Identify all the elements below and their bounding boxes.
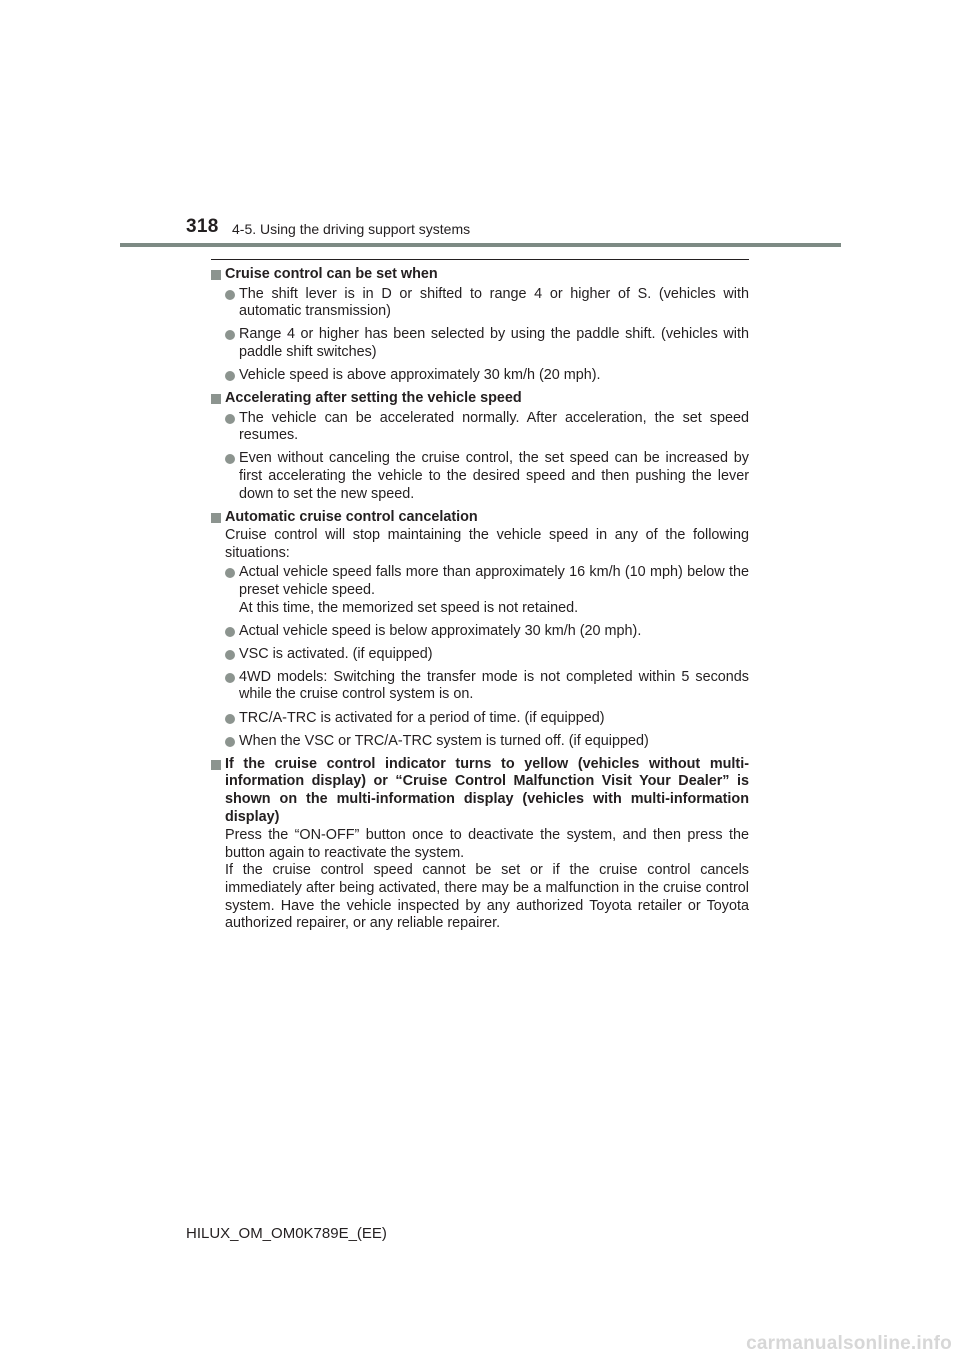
section-heading — [211, 390, 749, 408]
bullet-text: Even without canceling the cruise control, the set speed can be increased by first accelerating the vehicle to the desired speed and then pushing the lever down to set the new speed. — [239, 450, 749, 502]
bullet-item — [211, 367, 749, 385]
page-number: 318 — [186, 216, 219, 237]
circle-bullet-icon — [225, 627, 235, 637]
bullet-text: The vehicle can be accelerated normally. After acceleration, the set speed resumes. — [239, 409, 749, 444]
bullet-item — [211, 646, 749, 664]
section-heading — [211, 509, 749, 527]
bullet-item — [211, 564, 749, 617]
bullet-text: Range 4 or higher has been selected by using the paddle shift. (vehicles with paddle shift switches) — [239, 326, 749, 360]
section-paragraph: Press the “ON-OFF” button once to deactivate the system, and then press the button again to reactivate the system. If the cruise control speed cannot be set or if the cruise control cancels immediately after being activated, there may be a malfunction in the cruise control system. Have the vehicle inspected by any authorized Toyota retailer or Toyota authorized repairer, or any reliable repairer. — [225, 827, 749, 932]
content-body — [211, 266, 749, 933]
bullet-text: The shift lever is in D or shifted to range 4 or higher of S. (vehicles with automatic transmission) — [239, 285, 749, 320]
bullet-item — [211, 450, 749, 503]
bullet-text: Actual vehicle speed falls more than approximately 16 km/h (10 mph) below the preset vehicle speed. At this time, the memorized set speed is not retained. — [239, 564, 749, 616]
content-rule — [211, 259, 749, 260]
section-heading — [211, 266, 749, 284]
square-bullet-icon — [211, 760, 221, 770]
circle-bullet-icon — [225, 568, 235, 578]
circle-bullet-icon — [225, 737, 235, 747]
bullet-item — [211, 410, 749, 445]
square-bullet-icon — [211, 270, 221, 280]
circle-bullet-icon — [225, 714, 235, 724]
bullet-text: TRC/A-TRC is activated for a period of time. (if equipped) — [239, 709, 605, 726]
bullet-text: Vehicle speed is above approximately 30 km/h (20 mph). — [239, 366, 601, 383]
section-heading — [211, 756, 749, 826]
bullet-item — [211, 733, 749, 751]
square-bullet-icon — [211, 513, 221, 523]
circle-bullet-icon — [225, 330, 235, 340]
bullet-text: When the VSC or TRC/A-TRC system is turned off. (if equipped) — [239, 732, 649, 749]
square-bullet-icon — [211, 394, 221, 404]
bullet-item — [211, 623, 749, 641]
heading-text: Accelerating after setting the vehicle speed — [225, 390, 522, 407]
bullet-text: 4WD models: Switching the transfer mode is not completed within 5 seconds while the cruise control system is on. — [239, 668, 749, 703]
circle-bullet-icon — [225, 371, 235, 381]
circle-bullet-icon — [225, 673, 235, 683]
bullet-item — [211, 710, 749, 728]
bullet-item — [211, 669, 749, 704]
bullet-item — [211, 326, 749, 361]
circle-bullet-icon — [225, 454, 235, 464]
bullet-text: VSC is activated. (if equipped) — [239, 645, 433, 662]
watermark: carmanualsonline.info — [746, 1333, 952, 1354]
heading-text: Cruise control can be set when — [225, 266, 438, 282]
heading-text: Automatic cruise control cancelation — [225, 508, 478, 525]
section-title: 4-5. Using the driving support systems — [232, 221, 471, 237]
circle-bullet-icon — [225, 650, 235, 660]
section-paragraph: Cruise control will stop maintaining the vehicle speed in any of the following situations: — [225, 527, 749, 561]
heading-text: If the cruise control indicator turns to yellow (vehicles without multi-information display) or “Cruise Control Malfunction Visit Your Dealer” is shown on the multi-information display (vehicles with multi-information display) — [225, 755, 749, 825]
circle-bullet-icon — [225, 290, 235, 300]
header-rule — [120, 243, 841, 247]
footer-doc-code: HILUX_OM_OM0K789E_(EE) — [186, 1225, 387, 1242]
bullet-text: Actual vehicle speed is below approximately 30 km/h (20 mph). — [239, 622, 642, 639]
circle-bullet-icon — [225, 414, 235, 424]
bullet-item — [211, 286, 749, 321]
